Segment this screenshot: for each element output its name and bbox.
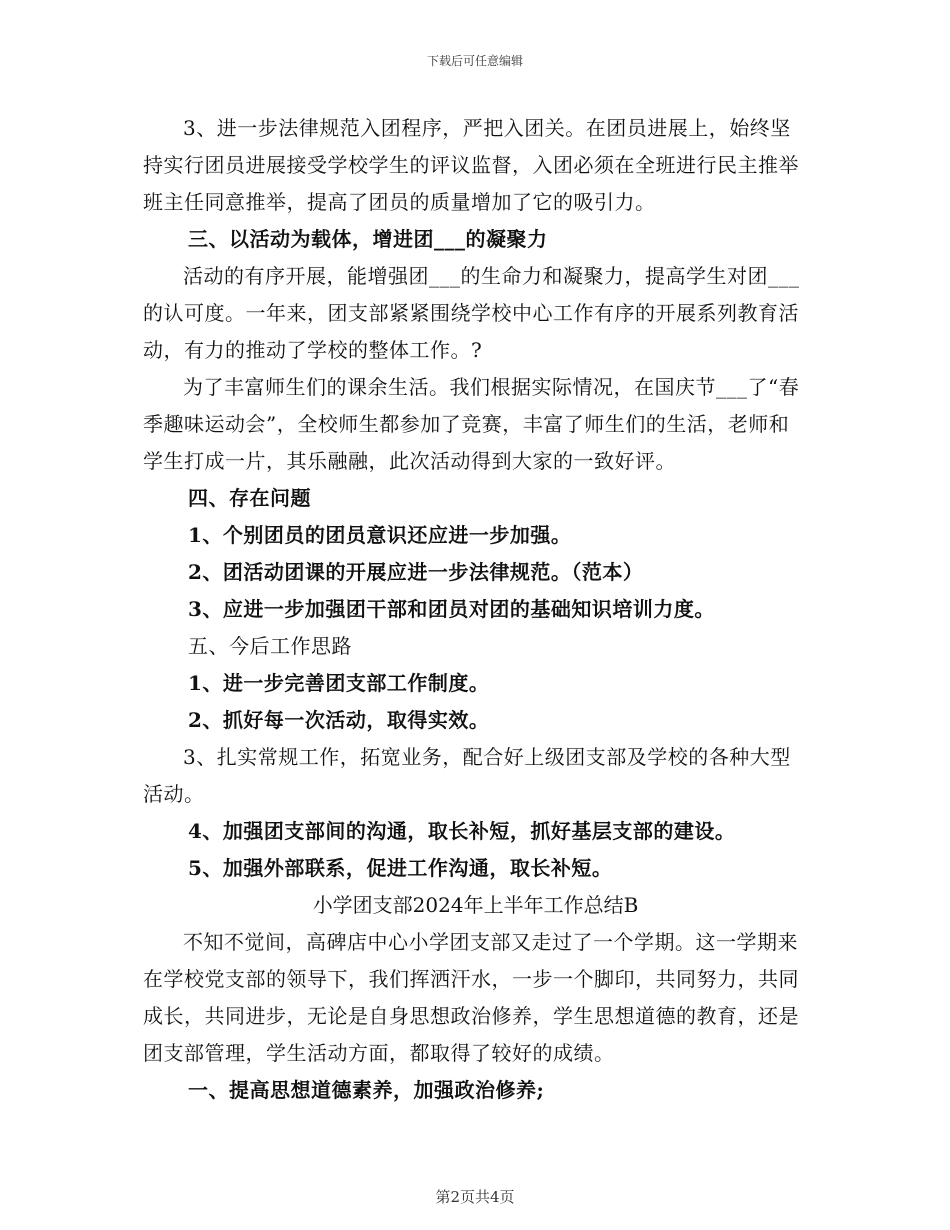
problem-item-2: 2、团活动团课的开展应进一步法律规范。（范本） <box>188 560 644 584</box>
section-heading-moral: 一、提高思想道德素养，加强政治修养; <box>188 1078 545 1102</box>
section-heading-problems: 四、存在问题 <box>188 486 311 510</box>
problem-item-3: 3、应进一步加强团干部和团员对团的基础知识培训力度。 <box>188 597 715 621</box>
plan-item-1: 1、进一步完善团支部工作制度。 <box>188 671 490 695</box>
document-body <box>143 110 808 1109</box>
plan-item-2: 2、抓好每一次活动，取得实效。 <box>188 708 490 732</box>
page-footer: 第2页共4页 <box>435 1188 515 1206</box>
plan-item-3: 3、扎实常规工作，拓宽业务，配合好上级团支部及学校的各种大型活动。 <box>143 745 791 806</box>
plan-item-5: 5、加强外部联系，促进工作沟通，取长补短。 <box>188 856 613 880</box>
paragraph-activities: 活动的有序开展，能增强团___的生命力和凝聚力，提高学生对团___的认可度。一年来，团支部紧紧围绕学校中心工作有序的开展系列教育活动，有力的推动了学校的整体工作。? <box>143 264 800 362</box>
paragraph-intro: 不知不觉间，高碑店中心小学团支部又走过了一个学期。这一学期来在学校党支部的领导下，我们挥洒汗水，一步一个脚印，共同努力，共同成长，共同进步，无论是自身思想政治修养，学生思想道德的教育，还是团支部管理，学生活动方面，都取得了较好的成绩。 <box>143 930 799 1065</box>
section-heading-activities: 三、以活动为载体，增进团___的凝聚力 <box>188 227 548 251</box>
paragraph-membership-procedure: 3、进一步法律规范入团程序，严把入团关。在团员进展上，始终坚持实行团员进展接受学校学生的评议监督，入团必须在全班进行民主推举班主任同意推举，提高了团员的质量增加了它的吸引力。 <box>143 116 799 214</box>
page-header: 下载后可任意编辑 <box>426 54 523 68</box>
document-title: 小学团支部2024年上半年工作总结B <box>312 893 639 917</box>
plan-item-4: 4、加强团支部间的沟通，取长补短，抓好基层支部的建设。 <box>188 819 736 843</box>
section-heading-future-work: 五、今后工作思路 <box>188 634 352 658</box>
problem-item-1: 1、个别团员的团员意识还应进一步加强。 <box>188 523 572 547</box>
paragraph-sports-meet: 为了丰富师生们的课余生活。我们根据实际情况，在国庆节___了“春季趣味运动会”，全校师生都参加了竞赛，丰富了师生们的生活，老师和学生打成一片，其乐融融，此次活动得到大家的一致好评。 <box>143 375 800 473</box>
